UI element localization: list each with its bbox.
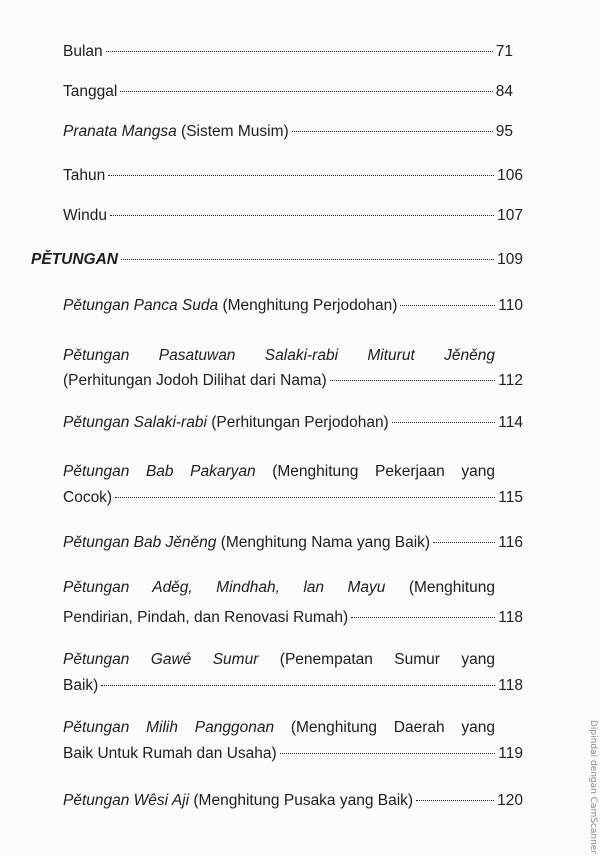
toc-desc: (Perhitungan Perjodohan) <box>206 414 389 431</box>
toc-title: Pětungan Bab Pakaryan <box>63 463 256 480</box>
leader-dots <box>416 800 494 801</box>
leader-dots <box>121 259 494 260</box>
toc-title: Pranata Mangsa <box>63 123 177 140</box>
toc-title: Pětungan Milih Panggonan <box>63 719 275 736</box>
toc-title: Pětungan Salaki-rabi <box>63 414 207 431</box>
toc-title: Pětungan Bab Jěněng <box>63 534 217 551</box>
toc-desc-cont: Cocok) <box>63 489 113 506</box>
toc-desc: (Menghitung Perjodohan) <box>218 297 398 314</box>
toc-entry-gawe-sumur <box>63 650 523 696</box>
toc-page-number: 116 <box>498 534 523 551</box>
section-heading: PĚTUNGAN <box>31 251 118 268</box>
toc-desc: (Sistem Musim) <box>176 123 289 140</box>
toc-entry-tanggal <box>63 82 513 102</box>
toc-label: Windu <box>63 207 107 224</box>
toc-page-number: 115 <box>498 489 523 506</box>
toc-title: Pětungan Panca Suda <box>63 297 219 314</box>
toc-desc: (Perhitungan Jodoh Dilihat dari Nama) <box>63 372 327 389</box>
toc-entry-milih-panggonan <box>63 718 523 764</box>
toc-page-number: 106 <box>497 167 523 184</box>
toc-desc-cont: Pendirian, Pindah, dan Renovasi Rumah) <box>63 609 349 626</box>
toc-label: Tahun <box>63 167 106 184</box>
toc-desc-cont: Baik Untuk Rumah dan Usaha) <box>63 745 277 762</box>
toc-section-petungan <box>31 250 523 270</box>
toc-entry-adeg <box>63 578 523 628</box>
leader-dots <box>115 497 495 498</box>
leader-dots <box>108 175 494 176</box>
leader-dots <box>433 542 495 543</box>
toc-page-number: 114 <box>498 414 523 431</box>
toc-entry-tahun <box>63 166 523 186</box>
leader-dots <box>106 51 493 52</box>
toc-desc-cont: Baik) <box>63 677 99 694</box>
toc-entry-bab-pakaryan <box>63 462 523 508</box>
toc-entry-pranata-mangsa <box>63 122 513 142</box>
leader-dots <box>351 617 495 618</box>
toc-title: Pětungan Wêsi Aji <box>63 792 190 809</box>
toc-entry-windu <box>63 206 523 226</box>
toc-desc: (Penempatan Sumur yang <box>258 651 495 668</box>
toc-title: Pětungan Pasatuwan Salaki-rabi Miturut Jěněng <box>63 347 495 364</box>
toc-entry-panca-suda <box>63 296 523 316</box>
toc-page-number: 120 <box>497 792 523 809</box>
toc-page-number: 118 <box>498 609 523 626</box>
leader-dots <box>292 131 493 132</box>
leader-dots <box>400 305 495 306</box>
toc-page-number: 119 <box>498 745 523 762</box>
toc-page-number: 110 <box>498 297 523 314</box>
toc-entry-bab-jeneng <box>63 533 523 553</box>
scanner-watermark: Dipindai dengan CamScanner <box>588 720 598 855</box>
toc-page-number: 109 <box>497 251 523 268</box>
toc-desc: (Menghitung Pekerjaan yang <box>255 463 495 480</box>
leader-dots <box>330 380 496 381</box>
toc-entry-bulan <box>63 42 513 62</box>
leader-dots <box>392 422 496 423</box>
toc-title: Pětungan Aděg, Mindhah, lan Mayu <box>63 579 386 596</box>
toc-title: Pětungan Gawé Sumur <box>63 651 259 668</box>
toc-desc: (Menghitung Pusaka yang Baik) <box>189 792 414 809</box>
toc-desc: (Menghitung <box>385 579 495 596</box>
toc-page-number: 95 <box>495 123 513 140</box>
toc-page-number: 112 <box>498 372 523 389</box>
leader-dots <box>110 215 494 216</box>
toc-desc: (Menghitung Daerah yang <box>274 719 495 736</box>
toc-entry-salaki-rabi <box>63 413 523 433</box>
toc-page-number: 107 <box>497 207 523 224</box>
toc-page-number: 118 <box>498 677 523 694</box>
toc-entry-wesi-aji <box>63 791 523 811</box>
leader-dots <box>120 91 492 92</box>
toc-label: Bulan <box>63 43 103 60</box>
toc-entry-pasatuwan <box>63 346 523 391</box>
leader-dots <box>280 753 496 754</box>
toc-label: Tanggal <box>63 83 118 100</box>
toc-page-number: 71 <box>495 43 513 60</box>
toc-desc: (Menghitung Nama yang Baik) <box>216 534 431 551</box>
toc-page-number: 84 <box>495 83 513 100</box>
leader-dots <box>101 685 495 686</box>
